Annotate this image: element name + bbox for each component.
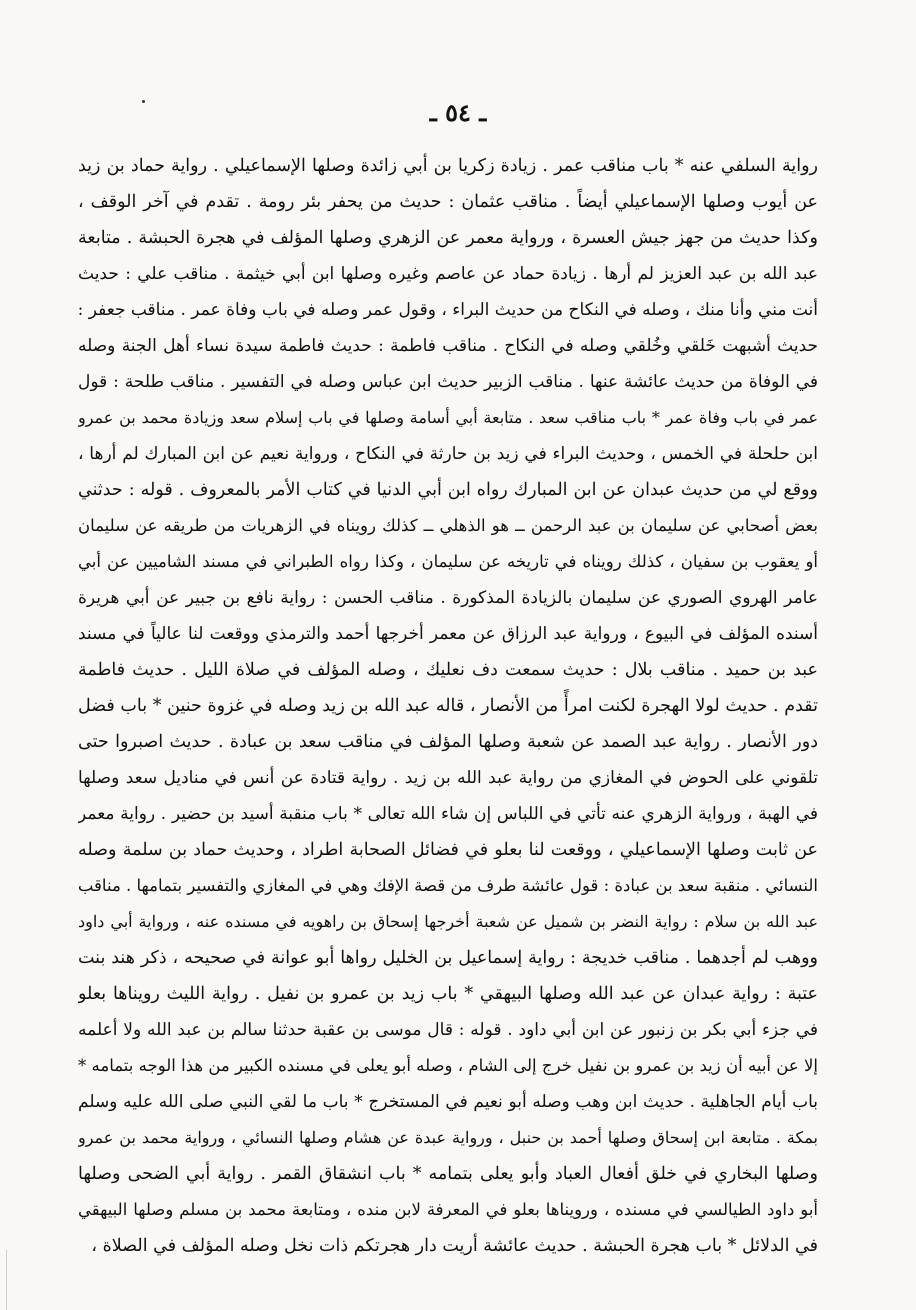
scan-edge [6,1250,7,1310]
text-line: عمر في باب وفاة عمر * باب مناقب سعد . متابعة أبي أسامة وصلها في باب إسلام سعد وزيادة محمد بن عمرو [78,408,818,427]
text-line: عن أيوب وصلها الإسماعيلي أيضاً . مناقب عثمان : حديث من يحفر بئر رومة . تقدم في آخر الوقف ، [78,192,818,212]
text-line: النسائي . منقبة سعد بن عبادة : قول عائشة طرف من قصة الإفك وهي في المغازي والتفسير بتمامها . مناقب [78,876,818,895]
text-line: إلا عن أبيه أن زيد بن عمرو بن نفيل خرج إلى الشام ، وصله أبو يعلى في مسنده الكبير من هذا الوجه بتمامه * [78,1056,818,1075]
text-line: عبد الله بن عبد العزيز لم أرها . زيادة حماد عن عاصم وغيره وصلها ابن أبي خيثمة . مناقب علي : حديث [78,264,818,284]
text-line: أسنده المؤلف في البيوع ، ورواية عبد الرزاق عن معمر أخرجها أحمد والترمذي ووقعت لنا عالياً في مسند [78,624,818,644]
body-text [78,148,818,1264]
text-line: تلقوني على الحوض في المغازي من رواية عبد الله بن زيد . رواية قتادة عن أنس في مناديل سعد وصلها [78,768,818,788]
text-line: وصلها البخاري في خلق أفعال العباد وأبو يعلى بتمامه * باب انشقاق القمر . رواية أبي الضحى وصلها [78,1164,818,1184]
text-line: حديث أشبهت خَلقي وخُلقي وصله في النكاح . مناقب فاطمة : حديث فاطمة سيدة نساء أهل الجنة وصله [78,336,818,356]
text-line: ووقع لي من حديث عبدان عن ابن المبارك رواه ابن أبي الدنيا في كتاب الأمر بالمعروف . قوله : حدثني [78,480,818,500]
text-line: عامر الهروي الصوري عن سليمان بالزيادة المذكورة . مناقب الحسن : رواية نافع بن جبير عن أبي هريرة [78,588,818,608]
text-line: بمكة . متابعة ابن إسحاق وصلها أحمد بن حنبل ، ورواية عبدة عن هشام وصلها النسائي ، ورواية محمد بن عمرو [78,1128,818,1147]
page-number: ـ ٥٤ ـ [429,98,487,127]
text-line: في الوفاة من حديث عائشة عنها . مناقب الزبير حديث ابن عباس وصله في التفسير . مناقب طلحة : قول [78,372,818,392]
text-line: عبد الله بن سلام : رواية النضر بن شميل عن شعبة أخرجها إسحاق بن راهويه في مسنده عنه ، ورواية أبي داود [78,912,818,931]
text-line: ابن حلحلة في الخمس ، وحديث البراء في زيد بن حارثة في النكاح ، ورواية نعيم عن ابن المبارك لم أرها ، [78,444,818,464]
text-line: أبو داود الطيالسي في مسنده ، ورويناها بعلو في المعرفة لابن منده ، ومتابعة محمد بن مسلم وصلها البيهقي [78,1200,818,1219]
text-line: وكذا حديث من جهز جيش العسرة ، ورواية معمر عن الزهري وصلها المؤلف في هجرة الحبشة . متابعة [78,228,818,248]
text-line: تقدم . حديث لولا الهجرة لكنت امرأً من الأنصار ، قاله عبد الله بن زيد وصله في غزوة حنين * باب فضل [78,696,818,716]
text-line: عبد بن حميد . مناقب بلال : حديث سمعت دف نعليك ، وصله المؤلف في صلاة الليل . حديث فاطمة [78,660,818,680]
text-line: أو يعقوب بن سفيان ، كذلك رويناه في تاريخه عن سليمان ، وكذا رواه الطبراني في مسند الشاميين عن أبي [78,552,818,571]
text-line: دور الأنصار . رواية عبد الصمد عن شعبة وصلها المؤلف في مناقب سعد بن عبادة . حديث اصبروا حتى [78,732,818,752]
text-line: في الدلائل * باب هجرة الحبشة . حديث عائشة أريت دار هجرتكم ذات نخل وصله المؤلف في الصلاة ، [91,1236,818,1256]
text-line: ووهب لم أجدهما . مناقب خديجة : رواية إسماعيل بن الخليل رواها أبو عوانة في صحيحه ، ذكر هند بنت [78,948,818,968]
text-line: بعض أصحابي عن سليمان بن عبد الرحمن ــ هو الذهلي ــ كذلك رويناه في الزهريات من طريقه عن سليمان [78,516,818,535]
text-line: عتبة : رواية عبدان عن عبد الله وصلها البيهقي * باب زيد بن عمرو بن نفيل . رواية الليث رويناها بعلو [78,984,818,1004]
text-line: أنت مني وأنا منك ، وصله في النكاح من حديث البراء ، وقول عمر وصله في باب وفاة عمر . مناقب جعفر : [78,300,818,320]
text-line: في جزء أبي بكر بن زنبور عن ابن أبي داود . قوله : قال موسى بن عقبة حدثنا سالم بن عبد الله ولا أعلمه [78,1020,818,1040]
text-line: باب أيام الجاهلية . حديث ابن وهب وصله أبو نعيم في المستخرج * باب ما لقي النبي صلى الله عليه وسلم [78,1092,818,1112]
text-line: عن ثابت وصلها الإسماعيلي ، ووقعت لنا بعلو في فضائل الصحابة اطراد ، وحديث حماد بن سلمة وصله [78,840,818,860]
text-line: رواية السلفي عنه * باب مناقب عمر . زيادة زكريا بن أبي زائدة وصلها الإسماعيلي . رواية حماد بن زيد [78,156,818,176]
text-line: في الهبة ، ورواية الزهري عنه تأتي في اللباس إن شاء الله تعالى * باب منقبة أسيد بن حضير . رواية معمر [78,804,818,824]
